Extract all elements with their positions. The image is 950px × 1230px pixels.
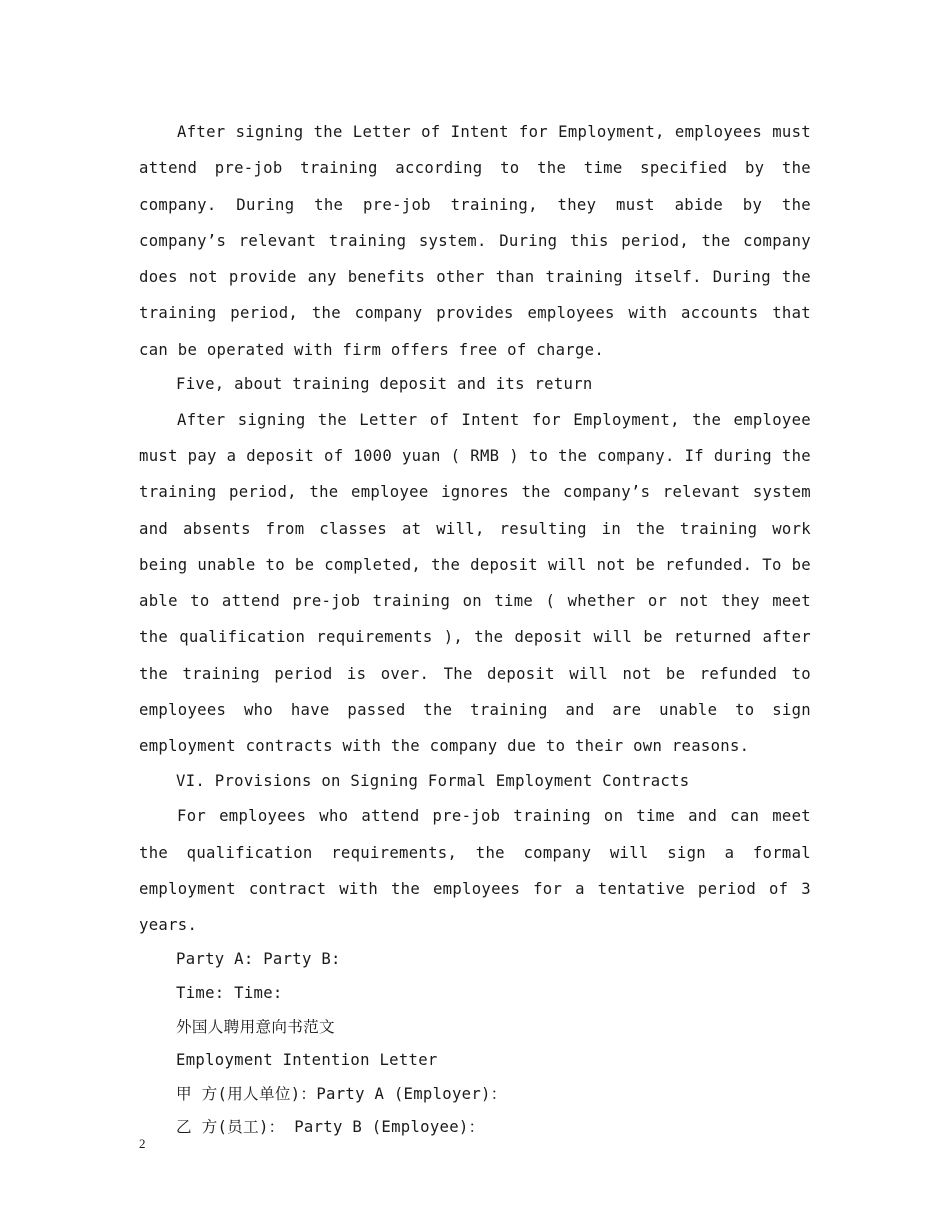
party-a-line: 甲 方(用人单位)：Party A (Employer)： [176,1084,507,1103]
heading-training-deposit: Five, about training deposit and its return [176,375,593,394]
heading-formal-contracts: VI. Provisions on Signing Formal Employment Contracts [176,771,690,790]
signature-time-line: Time: Time: [176,984,283,1003]
paragraph-formal-contracts: For employees who attend pre-job training on time and can meet the qualification requirements, the company will sign a formal employment contract with the employees for a tentative period of 3 years. [139,807,811,935]
english-title: Employment Intention Letter [176,1051,438,1070]
party-b-line: 乙 方(员工)： Party B (Employee)： [176,1118,485,1137]
paragraph-pre-job-training: After signing the Letter of Intent for Employment, employees must attend pre-job training according to the time specified by the company. During the pre-job training, they must abide by the company’s relevant training system. During this period, the company does not provide any benefits other than training itself. During the training period, the company provides employees with accounts that can be operated with firm offers free of charge. [139,123,811,359]
page-number: 2 [139,1136,146,1151]
chinese-title: 外国人聘用意向书范文 [176,1017,335,1036]
paragraph-deposit: After signing the Letter of Intent for Employment, the employee must pay a deposit of 1000 yuan ( RMB ) to the company. If during the training period, the employee ignores the company’s relevant system and absents from classes at will, resulting in the training work being unable to be completed, the deposit will not be refunded. To be able to attend pre-job training on time ( whether or not they meet the qualification requirements ), the deposit will be returned after the training period is over. The deposit will not be refunded to employees who have passed the training and are unable to sign employment contracts with the company due to their own reasons. [139,410,811,756]
signature-parties-line: Party A: Party B: [176,950,341,969]
document-body [139,114,811,1145]
